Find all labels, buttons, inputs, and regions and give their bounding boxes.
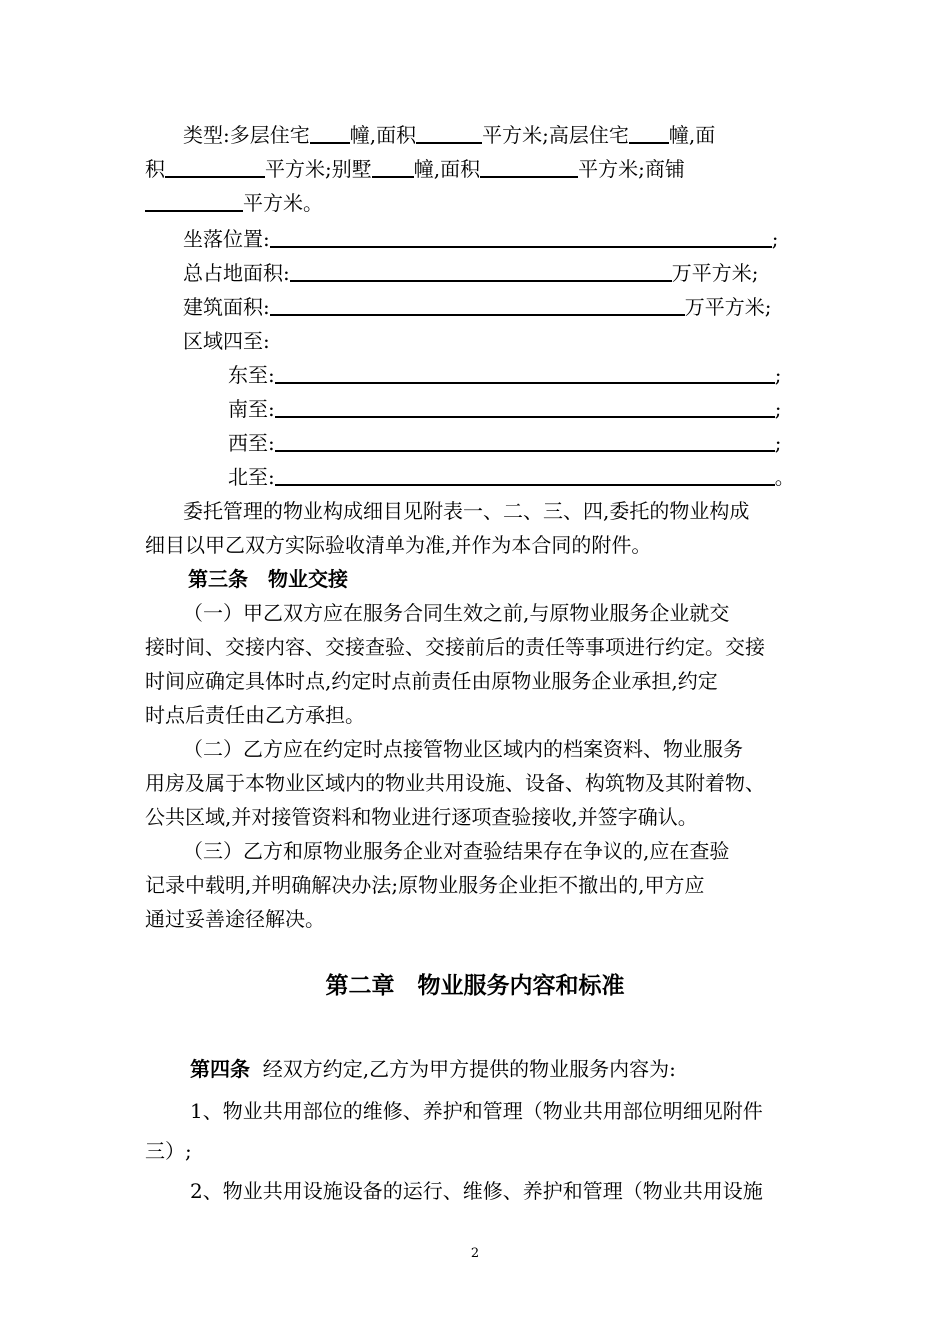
article-4-item-2-line-1: 2、物业共用设施设备的运行、维修、养护和管理（物业共用设施 xyxy=(190,1179,763,1203)
text-fragment: 平方米。 xyxy=(243,191,323,215)
blank-boundary-west[interactable] xyxy=(275,428,775,452)
text-fragment: ; xyxy=(771,227,779,251)
article-3-p1-line: （一）甲乙双方应在服务合同生效之前,与原物业服务企业就交 xyxy=(183,601,730,625)
type-label: 类型:多层住宅 xyxy=(183,123,310,147)
article-4-item-1-line-1: 1、物业共用部位的维修、养护和管理（物业共用部位明细见附件 xyxy=(190,1099,763,1123)
boundary-north xyxy=(228,460,810,494)
building-area-line xyxy=(183,290,810,324)
total-area-line xyxy=(183,256,810,290)
article-4-heading: 第四条 xyxy=(190,1057,250,1081)
blank-building-area[interactable] xyxy=(270,292,685,316)
text-fragment: 幢,面积 xyxy=(413,157,481,181)
blank-multi-storey-count[interactable] xyxy=(310,120,350,144)
text-fragment: 北至: xyxy=(228,465,275,489)
blank-shop-area[interactable] xyxy=(145,188,243,212)
location-label: 坐落位置: xyxy=(183,227,270,251)
boundary-west xyxy=(228,426,810,460)
blank-boundary-east[interactable] xyxy=(275,360,775,384)
text-fragment: 万平方米; xyxy=(671,261,759,285)
text-fragment: 平方米;商铺 xyxy=(578,157,685,181)
boundary-south xyxy=(228,392,810,426)
text-fragment: ; xyxy=(774,431,782,455)
blank-boundary-south[interactable] xyxy=(275,394,775,418)
text-fragment: ; xyxy=(774,363,782,387)
blank-location[interactable] xyxy=(270,224,772,248)
text-fragment: 南至: xyxy=(228,397,275,421)
blank-villa-count[interactable] xyxy=(372,154,414,178)
article-3-p1-line: 时点后责任由乙方承担。 xyxy=(145,703,365,727)
article-3-p3-line: 通过妥善途径解决。 xyxy=(145,907,325,931)
blank-high-rise-count[interactable] xyxy=(629,120,669,144)
article-3-p2-line: 公共区域,并对接管资料和物业进行逐项查验接收,并签字确认。 xyxy=(145,805,698,829)
type-line-3 xyxy=(145,186,810,220)
location-line xyxy=(183,222,810,256)
type-line-1 xyxy=(183,118,810,152)
delegation-line-2: 细目以甲乙双方实际验收清单为准,并作为本合同的附件。 xyxy=(145,533,652,557)
boundary-east xyxy=(228,358,810,392)
text-fragment: 幢,面积 xyxy=(349,123,417,147)
building-area-label: 建筑面积: xyxy=(183,295,270,319)
text-fragment: 万平方米; xyxy=(684,295,772,319)
text-fragment: 平方米;别墅 xyxy=(265,157,372,181)
text-fragment: 东至: xyxy=(228,363,275,387)
blank-villa-area[interactable] xyxy=(480,154,578,178)
article-3-p1-line: 时间应确定具体时点,约定时点前责任由原物业服务企业承担,约定 xyxy=(145,669,718,693)
blank-multi-storey-area[interactable] xyxy=(416,120,482,144)
article-3-p3-line: 记录中载明,并明确解决办法;原物业服务企业拒不撤出的,甲方应 xyxy=(145,873,705,897)
chapter-2-title: 第二章 物业服务内容和标准 xyxy=(325,973,625,999)
type-line-2 xyxy=(145,152,810,186)
text-fragment: ; xyxy=(774,397,782,421)
text-fragment: 。 xyxy=(774,465,795,489)
total-area-label: 总占地面积: xyxy=(183,261,290,285)
blank-boundary-north[interactable] xyxy=(275,462,775,486)
article-4-line xyxy=(190,1052,810,1086)
delegation-line-1: 委托管理的物业构成细目见附表一、二、三、四,委托的物业构成 xyxy=(183,499,750,523)
text-fragment: 平方米;高层住宅 xyxy=(482,123,629,147)
article-3-p2-line: （二）乙方应在约定时点接管物业区域内的档案资料、物业服务 xyxy=(183,737,743,761)
article-4-text: 经双方约定,乙方为甲方提供的物业服务内容为: xyxy=(262,1057,676,1081)
article-3-p1-line: 接时间、交接内容、交接查验、交接前后的责任等事项进行约定。交接 xyxy=(145,635,765,659)
article-4-item-1-line-2: 三）; xyxy=(145,1139,192,1163)
page-number: 2 xyxy=(470,1246,480,1261)
article-3-heading: 第三条 物业交接 xyxy=(188,567,348,591)
blank-total-area[interactable] xyxy=(290,258,672,282)
boundary-label: 区域四至: xyxy=(183,329,270,353)
article-3-p2-line: 用房及属于本物业区域内的物业共用设施、设备、构筑物及其附着物、 xyxy=(145,771,765,795)
blank-high-rise-area[interactable] xyxy=(165,154,265,178)
text-fragment: 幢,面 xyxy=(668,123,716,147)
text-fragment: 积 xyxy=(145,157,165,181)
text-fragment: 西至: xyxy=(228,431,275,455)
article-3-p3-line: （三）乙方和原物业服务企业对查验结果存在争议的,应在查验 xyxy=(183,839,730,863)
